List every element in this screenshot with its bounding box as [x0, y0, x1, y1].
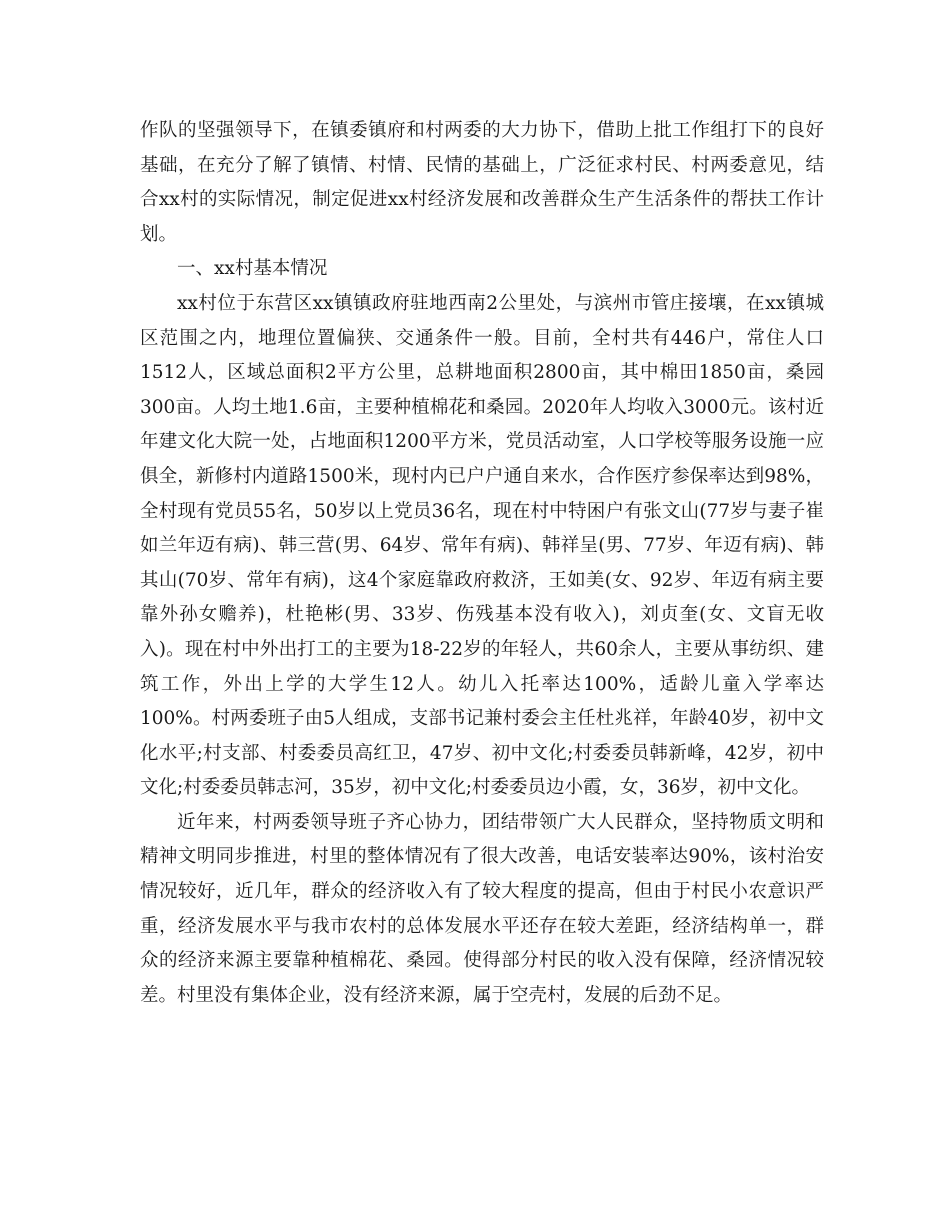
section-heading-basic-info: 一、xx村基本情况 — [177, 258, 328, 280]
paragraph-intro-continuation: 作队的坚强领导下，在镇委镇府和村两委的大力协下，借助上批工作组打下的良好基础，在充分了解了镇情、村情、民情的基础上，广泛征求村民、村两委意见，结合xx村的实际情况，制定促进xx村经济发展和改善群众生产生活条件的帮扶工作计划。 — [140, 120, 824, 245]
paragraph-recent-development: 近年来，村两委领导班子齐心协力，团结带领广大人民群众，坚持物质文明和精神文明同步推进，村里的整体情况有了很大改善，电话安装率达90%，该村治安情况较好，近几年，群众的经济收入有了较大程度的提高，但由于村民小农意识严重，经济发展水平与我市农村的总体发展水平还存在较大差距，经济结构单一，群众的经济来源主要靠种植棉花、桑园。使得部分村民的收入没有保障，经济情况较差。村里没有集体企业，没有经济来源，属于空壳村，发展的后劲不足。 — [140, 811, 824, 1006]
document-body — [140, 114, 824, 1013]
paragraph-village-basic-info: xx村位于东营区xx镇镇政府驻地西南2公里处，与滨州市管庄接壤，在xx镇城区范围之内，地理位置偏狭、交通条件一般。目前，全村共有446户，常住人口1512人，区域总面积2平方公里，总耕地面积2800亩，其中棉田1850亩，桑园300亩。人均土地1.6亩，主要种植棉花和桑园。2020年人均收入3000元。该村近年建文化大院一处，占地面积1200平方米，党员活动室，人口学校等服务设施一应俱全，新修村内道路1500米，现村内已户户通自来水，合作医疗参保率达到98%，全村现有党员55名，50岁以上党员36名，现在村中特困户有张文山(77岁与妻子崔如兰年迈有病)、韩三营(男、64岁、常年有病)、韩祥呈(男、77岁、年迈有病)、韩其山(70岁、常年有病)，这4个家庭靠政府救济，王如美(女、92岁、年迈有病主要靠外孙女赡养)，杜艳彬(男、33岁、伤残基本没有收入)，刘贞奎(女、文盲无收入)。现在村中外出打工的主要为18-22岁的年轻人，共60余人，主要从事纺织、建筑工作，外出上学的大学生12人。幼儿入托率达100%，适龄儿童入学率达100%。村两委班子由5人组成，支部书记兼村委会主任杜兆祥，年龄40岁，初中文化水平;村支部、村委委员高红卫，47岁、初中文化;村委委员韩新峰，42岁，初中文化;村委委员韩志河，35岁，初中文化;村委委员边小霞，女，36岁，初中文化。 — [140, 292, 824, 799]
